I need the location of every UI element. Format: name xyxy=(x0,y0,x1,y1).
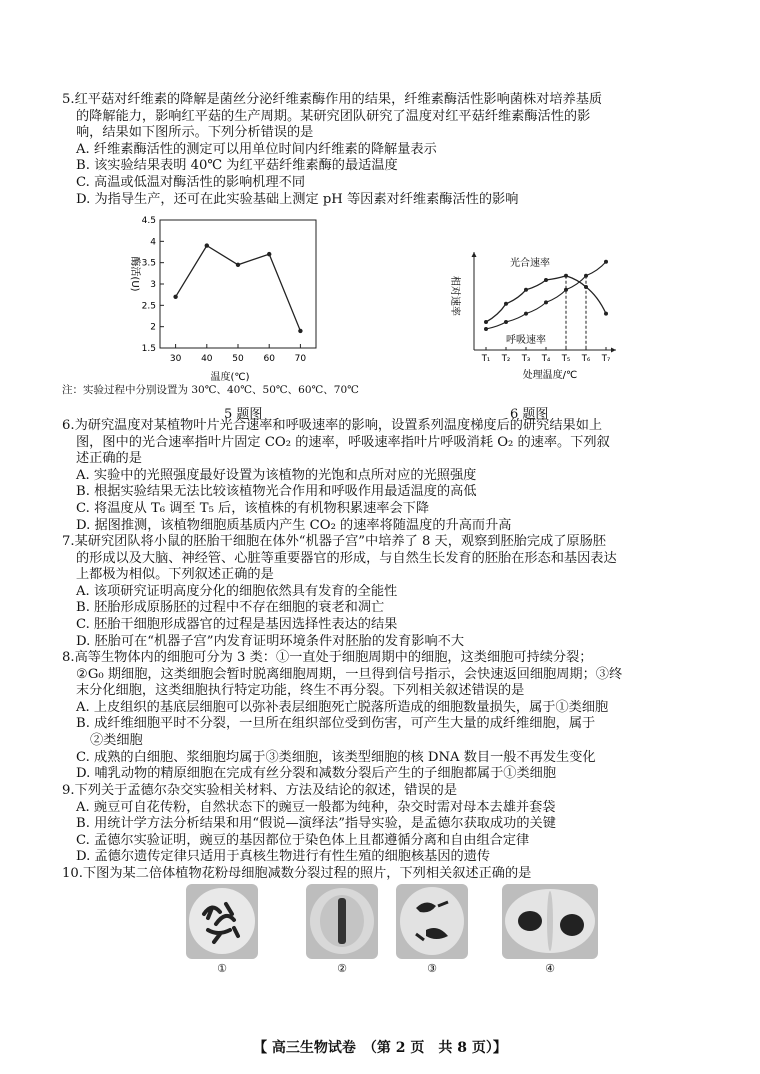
chart6-caption: 6 题图 xyxy=(510,407,549,422)
chart5-y-tick-label: 4 xyxy=(150,237,156,248)
chart6-x-tick-label: T₃ xyxy=(521,354,531,364)
cell-image-3 xyxy=(396,884,468,959)
chart5-x-tick-label: 50 xyxy=(232,354,244,364)
q6-stem-line: 图，图中的光合速率指叶片固定 CO₂ 的速率，呼吸速率指叶片呼吸消耗 O₂ 的速率。下列叙 xyxy=(76,434,610,450)
chart6-data-point xyxy=(544,300,548,304)
chart6-data-point xyxy=(604,312,608,316)
q5-stem-line: 5.红平菇对纤维素的降解是菌丝分泌纤维素酶作用的结果，纤维素酶活性影响菌株对培养基质 xyxy=(62,92,603,107)
chart5-y-tick-label: 1.5 xyxy=(141,344,156,354)
q7-option-b: B. 胚胎形成原肠胚的过程中不存在细胞的衰老和凋亡 xyxy=(76,600,385,616)
chart5-y-tick-label: 3 xyxy=(150,280,156,290)
q9-option-a: A. 豌豆可自花传粉，自然状态下的豌豆一般都为纯种，杂交时需对母本去雄并套袋 xyxy=(76,799,556,815)
q8-option-c: C. 成熟的白细胞、浆细胞均属于③类细胞，该类型细胞的核 DNA 数目一般不再发生变化 xyxy=(76,749,596,765)
chart6-series-respiration xyxy=(486,262,606,329)
q5-option-b: B. 该实验结果表明 40℃ 为红平菇纤维素酶的最适温度 xyxy=(76,158,398,174)
question-10 xyxy=(62,866,710,883)
q7-option-c: C. 胚胎干细胞形成器官的过程是基因选择性表达的结果 xyxy=(76,616,398,632)
chart5-data-point xyxy=(298,329,302,333)
chart5-caption: 5 题图 xyxy=(224,407,263,422)
q6-option-c: C. 将温度从 T₆ 调至 T₅ 后，该植株的有机物积累速率会下降 xyxy=(76,500,430,516)
q8-stem-line: 末分化细胞，这类细胞执行特定功能，终生不再分裂。下列相关叙述错误的是 xyxy=(76,683,525,699)
q5-option-a: A. 纤维素酶活性的测定可以用单位时间内纤维素的降解量表示 xyxy=(76,141,437,157)
chart5-x-tick-label: 60 xyxy=(263,354,275,364)
chart5-data-point xyxy=(173,295,177,299)
chart6-data-point xyxy=(524,288,528,292)
cell-image-2 xyxy=(306,884,378,959)
chart6-data-point xyxy=(504,302,508,306)
chart6-label-photosynthesis: 光合速率 xyxy=(510,258,550,269)
q10-stem-line: 10.下图为某二倍体植物花粉母细胞减数分裂过程的照片，下列相关叙述正确的是 xyxy=(62,866,532,881)
q6-stem-line: 述正确的是 xyxy=(76,451,142,467)
chart6-x-tick-label: T₁ xyxy=(481,354,491,364)
micrograph-1 xyxy=(186,884,258,959)
q9-stem-line: 9.下列关于孟德尔杂交实验相关材料、方法及结论的叙述，错误的是 xyxy=(62,783,458,798)
chart6-x-tick-label: T₅ xyxy=(561,354,571,364)
chart6-data-point xyxy=(544,278,548,282)
chart-5-enzyme-activity xyxy=(118,212,323,384)
q9-option-b: B. 用统计学方法分析结果和用“假说—演绎法”指导实验，是孟德尔获取成功的关键 xyxy=(76,816,556,832)
chart6-y-arrow xyxy=(472,252,477,257)
micrograph-label-1: ① xyxy=(217,962,227,975)
q6-option-b: B. 根据实验结果无法比较该植物光合作用和呼吸作用最适温度的高低 xyxy=(76,484,477,500)
q8-option-a: A. 上皮组织的基底层细胞可以弥补表层细胞死亡脱落所造成的细胞数量损失，属于①类细胞 xyxy=(76,699,609,715)
chart6-x-tick-label: T₄ xyxy=(541,354,551,364)
micrograph-label-4: ④ xyxy=(545,962,555,975)
chart6-x-arrow xyxy=(611,348,616,353)
question-6 xyxy=(62,418,710,534)
question-8 xyxy=(62,650,710,783)
q8-stem-line: 8.高等生物体内的细胞可分为 3 类：①一直处于细胞周期中的细胞，这类细胞可持续分裂； xyxy=(62,650,593,665)
chart5-ylabel: 酶活(U) xyxy=(129,256,140,292)
cell-image-4 xyxy=(502,884,598,959)
chart6-xlabel: 处理温度/℃ xyxy=(522,370,578,381)
chart5-x-tick-label: 30 xyxy=(169,354,182,364)
chart6-ylabel: 相对速率 xyxy=(449,276,460,316)
chart5-xlabel: 温度(℃) xyxy=(210,372,250,383)
chart5-data-point xyxy=(205,243,209,247)
question-5 xyxy=(62,92,710,208)
q5-stem-line: 的降解能力，影响红平菇的生产周期。某研究团队研究了温度对红平菇纤维素酶活性的影 xyxy=(76,108,591,124)
micrograph-4 xyxy=(502,884,598,959)
question-7 xyxy=(62,534,710,650)
q7-stem-line: 上都极为相似。下列叙述正确的是 xyxy=(76,567,274,583)
q8-option-d: D. 哺乳动物的精原细胞在完成有丝分裂和减数分裂后产生的子细胞都属于①类细胞 xyxy=(76,766,557,782)
chart6-data-point xyxy=(484,327,488,331)
q9-option-c: C. 孟德尔实验证明，豌豆的基因都位于染色体上且都遵循分离和自由组合定律 xyxy=(76,832,530,848)
chart-6-photosynthesis-respiration xyxy=(440,246,620,386)
chart5-y-tick-label: 2.5 xyxy=(141,301,156,312)
chart6-x-tick-label: T₇ xyxy=(601,354,611,364)
q7-stem-line: 的形成以及大脑、神经管、心脏等重要器官的形成，与自然生长发育的胚胎在形态和基因表达 xyxy=(76,550,617,566)
chart6-data-point xyxy=(484,320,488,324)
chart5-series-line xyxy=(176,246,301,331)
q8-option-b-cont: ②类细胞 xyxy=(90,732,143,748)
q6-option-a: A. 实验中的光照强度最好设置为该植物的光饱和点所对应的光照强度 xyxy=(76,467,477,483)
micrograph-label-2: ② xyxy=(337,962,347,975)
chart5-y-tick-label: 4.5 xyxy=(141,216,156,226)
chart6-x-tick-label: T₂ xyxy=(501,354,511,364)
chart6-series-photosynthesis xyxy=(486,276,606,322)
chart6-data-point xyxy=(524,312,528,316)
chart5-data-point xyxy=(236,263,240,267)
chart5-note: 注：实验过程中分别设置为 30℃、40℃、50℃、60℃、70℃ xyxy=(62,384,359,396)
micrograph-2 xyxy=(306,884,378,959)
chart6-data-point xyxy=(504,320,508,324)
q7-option-a: A. 该项研究证明高度分化的细胞依然具有发育的全能性 xyxy=(76,583,398,599)
chart5-x-tick-label: 70 xyxy=(294,354,307,364)
chart6-label-respiration: 呼吸速率 xyxy=(506,335,546,346)
q7-option-d: D. 胚胎可在“机器子宫”内发育证明环境条件对胚胎的发育影响不大 xyxy=(76,633,465,649)
chart5-data-point xyxy=(267,252,271,256)
q7-stem-line: 7.某研究团队将小鼠的胚胎干细胞在体外“机器子宫”中培养了 8 天，观察到胚胎完成了原肠胚 xyxy=(62,534,606,549)
chart6-data-point xyxy=(604,260,608,264)
q6-stem-line: 6.为研究温度对某植物叶片光合速率和呼吸速率的影响，设置系列温度梯度后的研究结果如上 xyxy=(62,418,603,433)
chart5-x-tick-label: 40 xyxy=(201,354,213,364)
micrograph-label-3: ③ xyxy=(427,962,437,975)
page-footer: 【 高三生物试卷 （第 2 页 共 8 页）】 xyxy=(253,1040,507,1056)
chart5-y-tick-label: 3.5 xyxy=(141,258,156,269)
q8-option-b: B. 成纤维细胞平时不分裂，一旦所在组织部位受到伤害，可产生大量的成纤维细胞，属于 xyxy=(76,716,596,732)
q6-option-d: D. 据图推测，该植物细胞质基质内产生 CO₂ 的速率将随温度的升高而升高 xyxy=(76,517,512,533)
cell-image-1 xyxy=(186,884,258,959)
question-9 xyxy=(62,783,710,866)
q8-stem-line: ②G₀ 期细胞，这类细胞会暂时脱离细胞周期，一旦得到信号指示，会快速返回细胞周期；③终 xyxy=(76,666,623,682)
chart6-x-tick-label: T₆ xyxy=(581,354,591,364)
micrograph-3 xyxy=(396,884,468,959)
q9-option-d: D. 孟德尔遗传定律只适用于真核生物进行有性生殖的细胞核基因的遗传 xyxy=(76,849,491,865)
q5-option-d: D. 为指导生产，还可在此实验基础上测定 pH 等因素对纤维素酶活性的影响 xyxy=(76,191,519,207)
chart5-y-tick-label: 2 xyxy=(150,322,156,333)
q5-stem-line: 响，结果如下图所示。下列分析错误的是 xyxy=(76,125,314,141)
q5-option-c: C. 高温或低温对酶活性的影响机理不同 xyxy=(76,174,306,190)
